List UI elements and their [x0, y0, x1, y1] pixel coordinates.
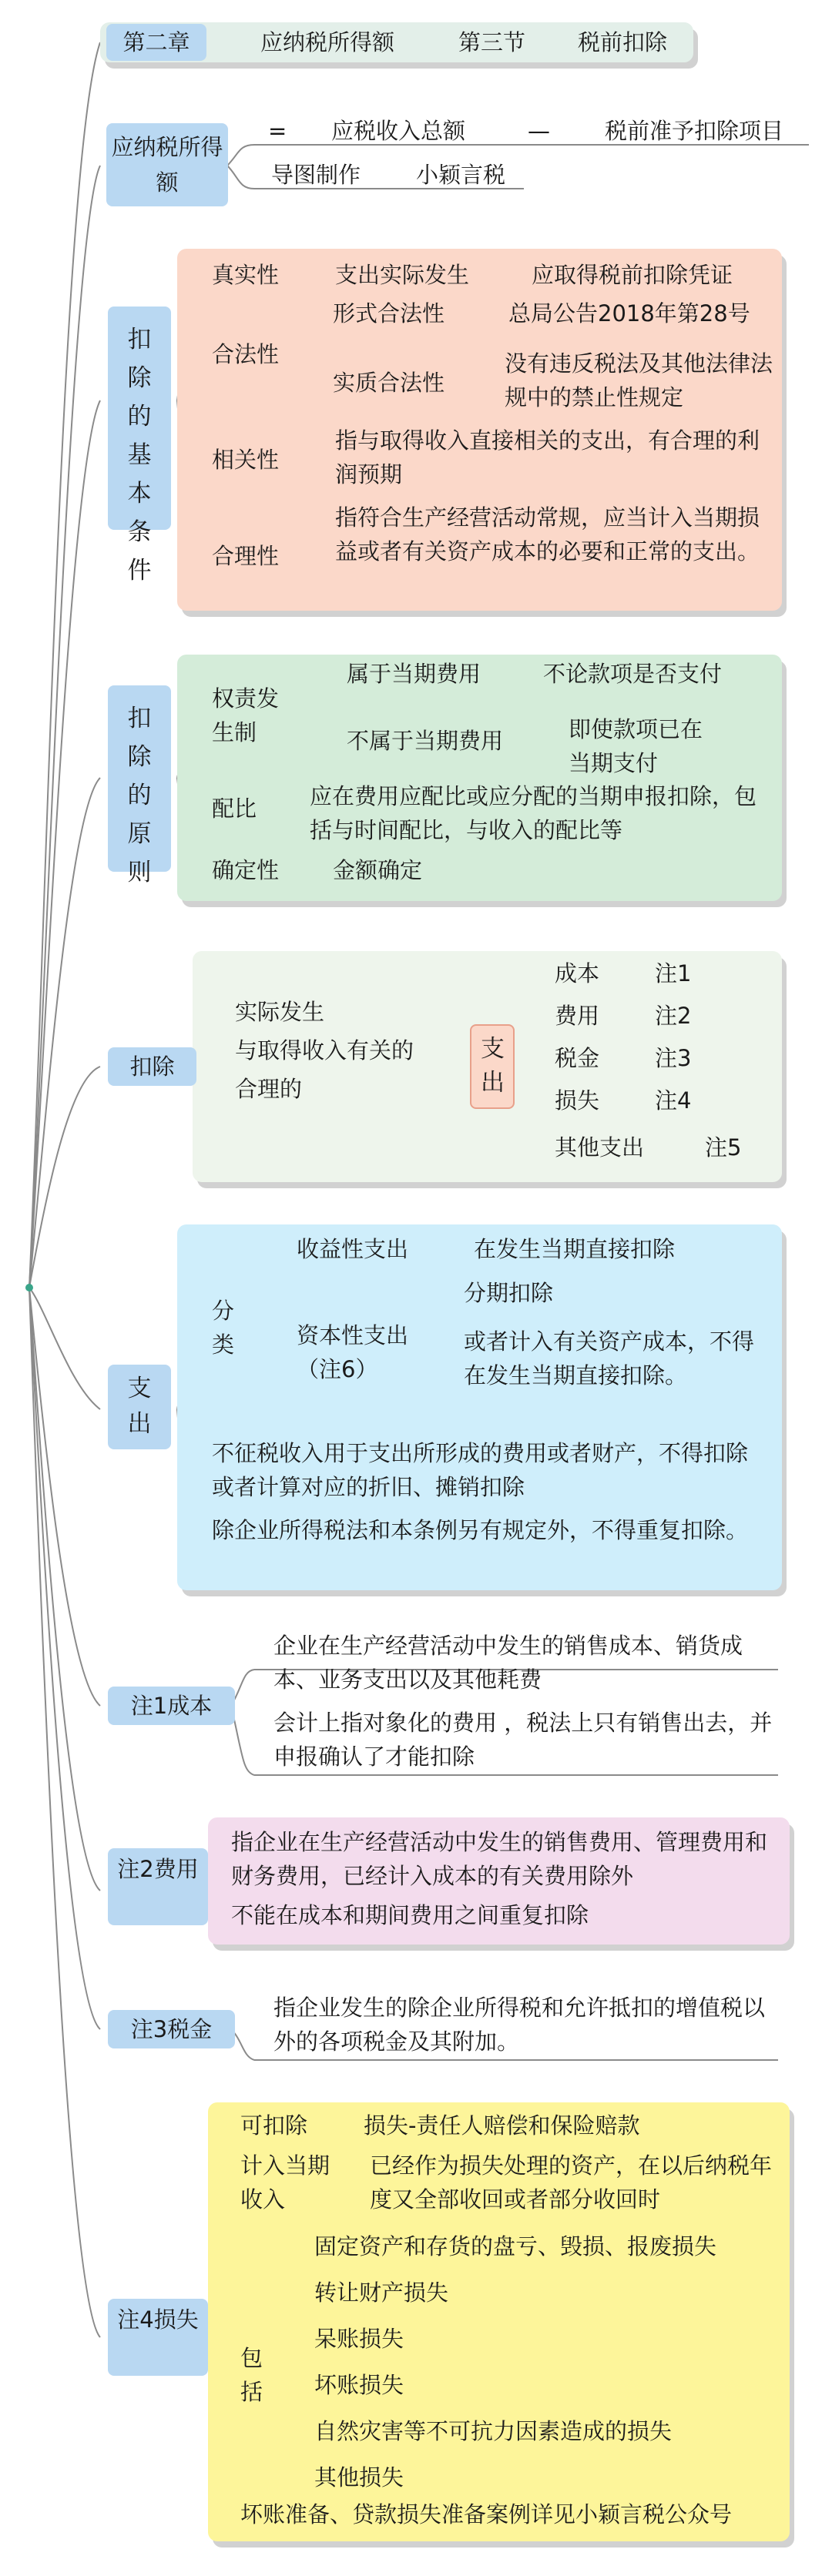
taxable-income-tag[interactable]: 应纳税所得额 — [106, 123, 228, 206]
accrual-label: 权责发生制 — [212, 685, 280, 745]
loss-item-transfer: 转让财产损失 — [314, 2280, 449, 2306]
substantive-legal-label: 实质合法性 — [333, 370, 445, 396]
deduction-item-reasonable: 合理的 — [235, 1076, 303, 1102]
certainty-label: 确定性 — [212, 857, 280, 883]
formula-term-income: 应税收入总额 — [331, 118, 466, 144]
chapter-title: 应纳税所得额 — [260, 29, 395, 55]
note1-desc-a: 企业在生产经营活动中发生的销售成本、销货成本、业务支出以及其他耗费 — [273, 1633, 743, 1693]
accrual-current-label: 属于当期费用 — [347, 661, 481, 687]
formula-minus: — — [528, 118, 550, 144]
real-desc-a: 支出实际发生 — [335, 262, 470, 288]
formal-legal-label: 形式合法性 — [333, 300, 445, 327]
section-title: 税前扣除 — [578, 29, 668, 55]
kind-other-note: 注5 — [705, 1134, 742, 1161]
certainty-desc: 金额确定 — [333, 857, 423, 883]
principles-tag[interactable]: 扣除的原则 — [108, 685, 171, 872]
real-desc-b: 应取得税前扣除凭证 — [532, 262, 733, 288]
reasonable-label: 合理性 — [212, 543, 280, 569]
capital-expense-installment: 分期扣除 — [464, 1280, 554, 1306]
note4-footer: 坏账准备、贷款损失准备案例详见小颖言税公众号 — [240, 2501, 733, 2527]
note4-deductible-desc: 损失-责任人赔偿和保险赔款 — [364, 2112, 640, 2139]
accrual-noncurrent-label: 不属于当期费用 — [347, 728, 504, 754]
capital-expense-cost: 或者计入有关资产成本，不得在发生当期直接扣除。 — [464, 1328, 755, 1388]
kind-tax: 税金 — [555, 1045, 600, 1071]
matching-label: 配比 — [212, 796, 257, 822]
note3-desc: 指企业发生的除企业所得税和允许抵扣的增值税以外的各项税金及其附加。 — [273, 1995, 766, 2055]
credit-author: 小颖言税 — [416, 162, 506, 188]
reasonable-desc: 指符合生产经营活动常规，应当计入当期损益或者有关资产成本的必要和正常的支出。 — [335, 504, 760, 564]
kind-cost: 成本 — [555, 960, 600, 987]
note1-desc-b: 会计上指对象化的费用 ，税法上只有销售出去，并申报确认了才能扣除 — [273, 1710, 773, 1770]
loss-item-asset: 固定资产和存货的盘亏、毁损、报废损失 — [314, 2233, 717, 2259]
root-node — [25, 1284, 33, 1291]
classify-label: 分类 — [212, 1298, 235, 1358]
accrual-current-desc: 不论款项是否支付 — [543, 661, 723, 687]
capital-expense-label: 资本性支出（注6） — [297, 1322, 409, 1382]
expenses-tag[interactable]: 支出 — [108, 1365, 171, 1449]
credit-made-by: 导图制作 — [271, 162, 361, 188]
note2-expense-tag[interactable]: 注2费用 — [108, 1848, 208, 1925]
note3-tax-tag[interactable]: 注3税金 — [108, 2010, 235, 2048]
note4-income-desc: 已经作为损失处理的资产，在以后纳税年度又全部收回或者部分收回时 — [370, 2152, 773, 2213]
chapter-tag[interactable]: 第二章 — [106, 24, 206, 61]
formula-equals: = — [268, 118, 287, 144]
note4-income-label: 计入当期收入 — [240, 2152, 330, 2213]
kind-expense: 费用 — [555, 1003, 600, 1029]
revenue-expense-desc: 在发生当期直接扣除 — [474, 1236, 676, 1262]
expense-center-node[interactable]: 支出 — [470, 1024, 515, 1109]
section-number: 第三节 — [458, 29, 526, 55]
note2-desc-b: 不能在成本和期间费用之间重复扣除 — [231, 1902, 589, 1928]
no-duplicate-rule: 除企业所得税法和本条例另有规定外，不得重复扣除。 — [212, 1517, 749, 1543]
deduction-item-actual: 实际发生 — [235, 999, 325, 1025]
loss-item-disaster: 自然灾害等不可抗力因素造成的损失 — [314, 2418, 673, 2444]
loss-item-doubtful: 坏账损失 — [314, 2372, 404, 2398]
note2-desc-a: 指企业在生产经营活动中发生的销售费用、管理费用和财务费用，已经计入成本的有关费用除外 — [231, 1829, 768, 1889]
deduction-item-related: 与取得收入有关的 — [235, 1037, 414, 1064]
relevant-label: 相关性 — [212, 447, 280, 473]
kind-expense-note: 注2 — [655, 1003, 692, 1029]
kind-tax-note: 注3 — [655, 1045, 692, 1071]
loss-item-bad-debt: 呆账损失 — [314, 2326, 404, 2352]
conditions-tag[interactable]: 扣除的基本条件 — [108, 307, 171, 530]
deduction-tag[interactable]: 扣除 — [108, 1047, 196, 1086]
kind-loss: 损失 — [555, 1087, 600, 1114]
formula-term-deductions: 税前准予扣除项目 — [605, 118, 784, 144]
matching-desc: 应在费用应配比或应分配的当期申报扣除，包括与时间配比，与收入的配比等 — [310, 783, 757, 843]
substantive-legal-desc: 没有违反税法及其他法律法规中的禁止性规定 — [505, 350, 773, 410]
kind-other: 其他支出 — [555, 1134, 645, 1161]
accrual-noncurrent-desc: 即使款项已在当期支付 — [569, 716, 703, 776]
loss-item-other: 其他损失 — [314, 2464, 404, 2491]
real-label: 真实性 — [212, 262, 280, 288]
kind-cost-note: 注1 — [655, 960, 692, 987]
note4-include-label: 包括 — [240, 2345, 263, 2405]
note4-deductible-label: 可扣除 — [240, 2112, 308, 2139]
revenue-expense-label: 收益性支出 — [297, 1236, 409, 1262]
relevant-desc: 指与取得收入直接相关的支出，有合理的利润预期 — [335, 427, 760, 487]
legal-label: 合法性 — [212, 341, 280, 367]
formal-legal-desc: 总局公告2018年第28号 — [508, 300, 750, 327]
nontaxable-income-rule: 不征税收入用于支出所形成的费用或者财产，不得扣除或者计算对应的折旧、摊销扣除 — [212, 1440, 749, 1500]
note4-loss-tag[interactable]: 注4损失 — [108, 2299, 208, 2376]
kind-loss-note: 注4 — [655, 1087, 692, 1114]
note1-cost-tag[interactable]: 注1成本 — [108, 1687, 235, 1725]
